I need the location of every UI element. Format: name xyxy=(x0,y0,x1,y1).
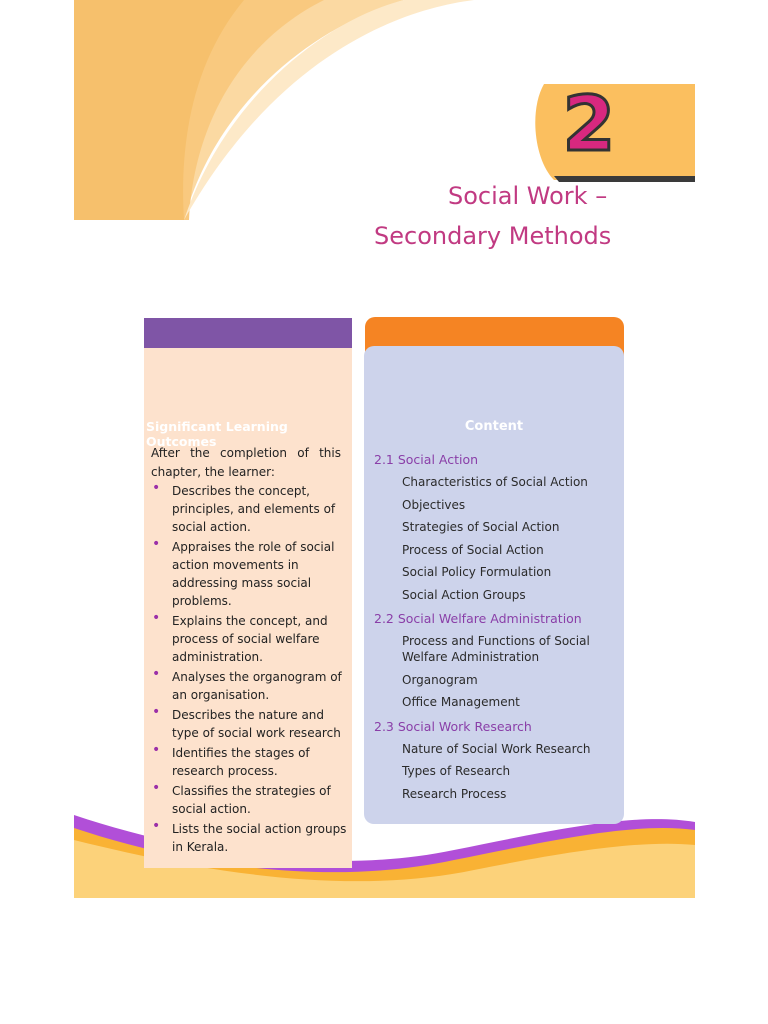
bullet-icon: • xyxy=(152,610,161,626)
section-item: Process of Social Action xyxy=(402,542,544,557)
section-item: Strategies of Social Action xyxy=(402,520,560,534)
chapter-title-line2: Secondary Methods xyxy=(374,222,612,250)
chapter-number: 2 xyxy=(562,79,616,168)
section-item: Objectives xyxy=(402,497,466,512)
section-item: Organogram xyxy=(402,672,478,687)
section-item: Social Action Groups xyxy=(402,587,526,602)
section-item: Nature of Social Work Research xyxy=(402,741,591,756)
section-item: Process and Functions of Social Welfare Administration xyxy=(402,634,590,664)
outcome-item: • Appraises the role of social action movements in addressing mass social problems. xyxy=(152,536,335,608)
bullet-icon: • xyxy=(152,536,161,552)
section-title: 2.2 Social Welfare Administration xyxy=(374,611,582,626)
section-item: Characteristics of Social Action xyxy=(402,475,588,489)
bullet-icon: • xyxy=(152,818,161,834)
bullet-icon: • xyxy=(152,780,161,796)
content-heading: Content xyxy=(464,419,524,434)
section-item: Social Policy Formulation xyxy=(402,565,552,579)
section-title: 2.3 Social Work Research xyxy=(374,718,532,734)
outcomes-header-bar xyxy=(144,318,352,348)
section-item: Research Process xyxy=(402,786,507,801)
bullet-icon: • xyxy=(152,666,161,682)
content-sections xyxy=(374,450,619,808)
outcome-item: • Explains the concept, and process of social welfare administration. xyxy=(152,610,328,664)
chapter-title-line1: Social Work – xyxy=(448,182,608,210)
outcome-item: • Analyses the organogram of an organisation. xyxy=(152,666,342,702)
chapter-title xyxy=(374,176,674,256)
outcome-item: • Describes the concept, principles, and elements of social action. xyxy=(152,480,336,534)
outcome-item: • Identifies the stages of research process. xyxy=(152,742,310,778)
bullet-icon: • xyxy=(152,742,161,758)
outcomes-intro: After the completion of this chapter, the learner: xyxy=(151,446,341,479)
section-item: Types of Research xyxy=(402,764,511,778)
bullet-icon: • xyxy=(152,704,161,720)
section-item: Office Management xyxy=(402,695,520,709)
section-title: 2.1 Social Action xyxy=(374,452,479,467)
book-page xyxy=(74,0,695,898)
outcome-item: • Classifies the strategies of social action. xyxy=(152,780,331,816)
outcomes-heading: Significant Learning Outcomes xyxy=(146,419,288,449)
outcome-item: • Lists the social action groups in Kerala. xyxy=(152,818,347,854)
outcomes-list xyxy=(151,482,351,858)
outcome-item: • Describes the nature and type of social work research xyxy=(152,704,341,740)
bullet-icon: • xyxy=(152,480,161,496)
